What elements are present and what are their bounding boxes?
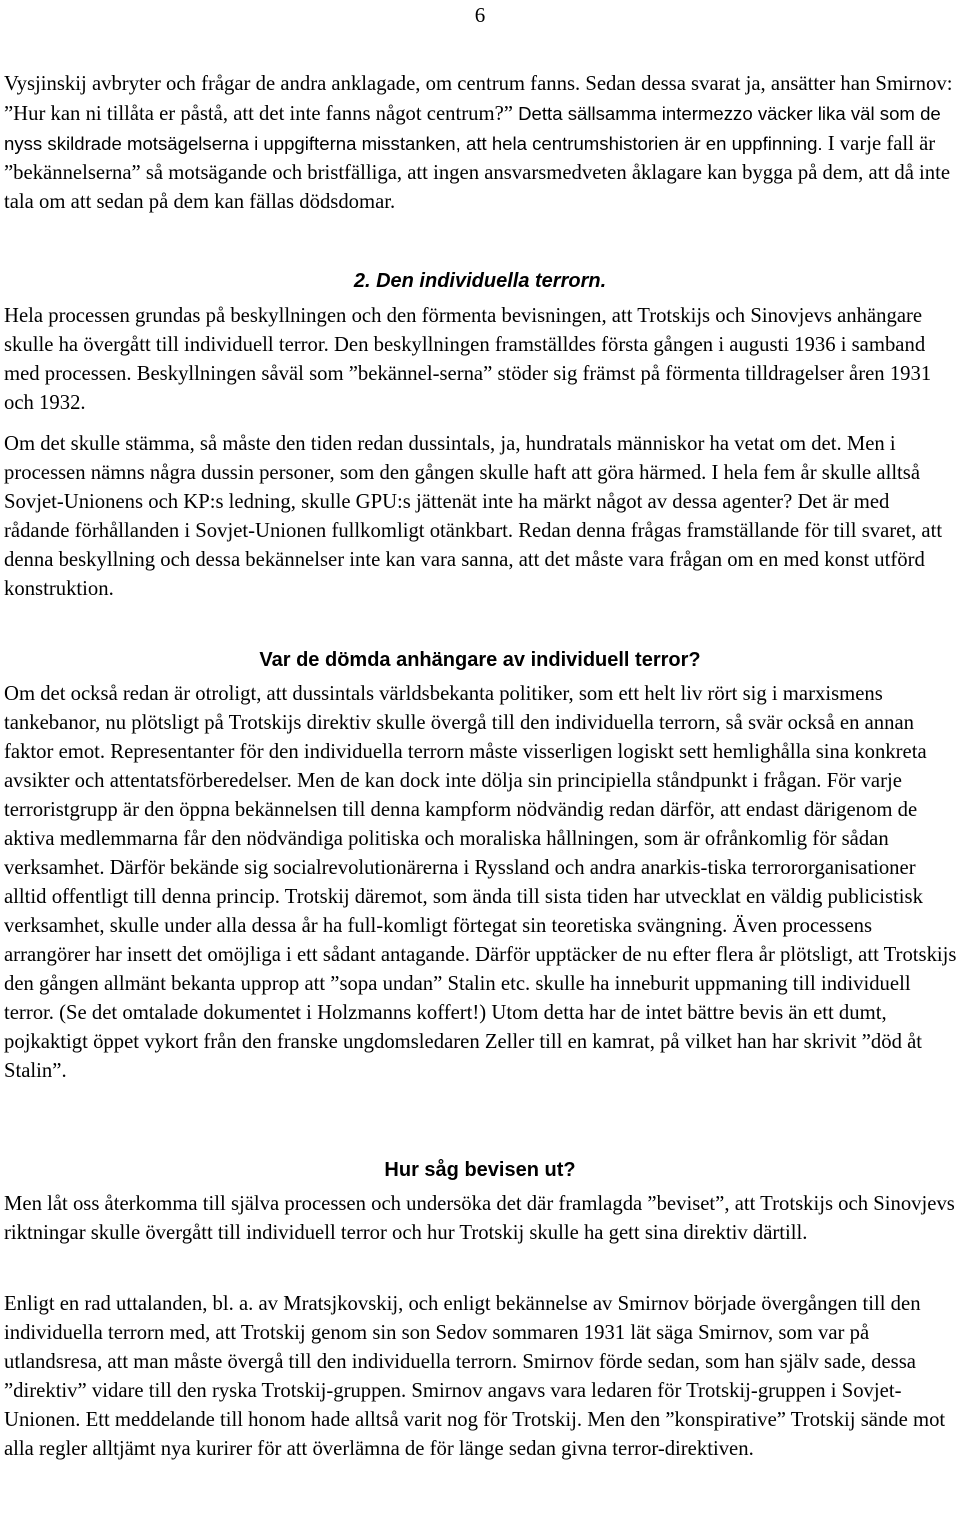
page-number: 6: [474, 3, 486, 27]
sentence-s2: Sedan dessa svarat ja, ansätter han Smirnov: ”Hur kan ni tillåta er påstå, att det inte fanns något centrum?”: [4, 73, 953, 125]
sentence-s3: I hela fem år skulle alltså Sovjet-Unionens och KP:s ledning, skulle GPU:s jättenät inte ha märkt något av dessa agenter?: [4, 462, 921, 513]
sentence-s2: Smirnov förde sedan, som han själv sade, dessa ”direktiv” vidare till den ryska Trotskij-gruppen.: [4, 1351, 916, 1402]
section-heading-evidence: Hur såg bevisen ut?: [384, 1159, 576, 1181]
sentence-s8: Därför upptäcker de nu efter flera år plötsligt, att Trotskijs den gången allmänt bekanta upprop att ”sopa undan” Stalin etc. skulle ha inneburit uppmaning till individuell terror.: [4, 944, 957, 1024]
paragraph-centrum-full: [4, 70, 958, 217]
sentence-s9: (Se det omtalade dokumentet i Holzmanns koffert!): [59, 1002, 487, 1024]
section-heading-individual-terror: 2. Den individuella terrorn.: [353, 270, 607, 292]
sentence-s5: Men den ”konspirative” Trotskij sände mot alla regler alltjämt nya kurirer för att överlämna de för länge sedan givna terror-direktiven.: [4, 1409, 946, 1460]
sentence-s10: Utom detta har de intet bättre bevis än ett dumt, pojkaktigt öppet vykort från den franske ungdomsledaren Zeller till en kamrat, på vilket han har skrivit ”död åt Stalin”.: [4, 1002, 923, 1082]
sentence-s1: Enligt en rad uttalanden, bl. a. av Mratsjkovskij, och enligt bekännelse av Smirnov började övergången till den individuella terrorn med, att Trotskij genom sin son Sedov sommaren 1931 lät säga Smirnov, som var på utlandsresa, att man måste övergå till den individuella terrorn.: [4, 1293, 921, 1373]
sentence-s1: Om det skulle stämma, så måste den tiden redan dussintals, ja, hundratals människor ha vetat om det.: [4, 433, 842, 455]
sentence-s5: Redan denna frågas framställande för till svaret, att denna beskyllning och dessa bekännelser inte kan vara sanna, att det måste vara frågan om en med konst utförd konstruktion.: [4, 520, 943, 600]
sentence-s3: Beskyllningen såväl som ”bekännel-serna” stöder sig främst på förmenta tilldragelser åren 1931 och 1932.: [4, 363, 932, 414]
sentence-s1: Vysjinskij avbryter och frågar de andra anklagade, om centrum fanns.: [4, 73, 581, 95]
sentence-s4: För varje terroristgrupp är den öppna bekännelsen till denna kampform nödvändig redan därför, att endast därigenom de aktiva medlemmarna får den nödvändiga politiska och moraliska hållningen, som är ofrånkomlig för sådan verksamhet.: [4, 770, 918, 879]
sentence-s1: Men låt oss återkomma till själva processen och undersöka det där framlagda ”beviset”, att Trotskijs och Sinovjevs riktningar skulle övergått till individuell terror och hur Trotskij skulle ha gett sina direktiv därtill.: [4, 1193, 955, 1244]
sentence-s4: Det är med rådande förhållanden i Sovjet-Unionen fullkomligt otänkbart.: [4, 491, 890, 542]
paragraph-terror-principle: [4, 680, 958, 1086]
sentence-s6: Trotskij däremot, som ända till sista tiden har utvecklat en väldig publicistisk verksamhet, skulle under alla dessa år ha full-komligt förtegat sin teoretiska svängning.: [4, 886, 923, 937]
sentence-s7: Även processens arrangörer har insett det omöjliga i ett sådant antagande.: [4, 915, 873, 966]
paragraph-smirnov-directive: [4, 1290, 958, 1464]
sentence-s2: Men i processen nämns några dussin personer, som den gången skulle haft att göra härmed.: [4, 433, 896, 484]
paragraph-accusation: [4, 302, 958, 418]
sentence-s1: Hela processen grundas på beskyllningen och den förmenta bevisningen, att Trotskijs och Sinovjevs anhängare skulle ha övergått till individuell terror.: [4, 305, 923, 356]
sentence-s2: Den beskyllningen framställdes första gången i augusti 1936 i samband med processen.: [4, 334, 926, 385]
sentence-s4: Ett meddelande till honom hade alltså varit nog för Trotskij.: [85, 1409, 583, 1431]
sentence-s2: Representanter för den individuella terrorn måste visserligen logiskt sett hemlighålla sina konkreta avsikter och attentatsförberedelser.: [4, 741, 927, 792]
paragraph-return-to-process: [4, 1190, 958, 1248]
sentence-s1: Om det också redan är otroligt, att dussintals världsbekanta politiker, som ett helt liv rört sig i marxismens tankebanor, nu plötsligt på Trotskijs direktiv skulle övergå till den individuella terrorn, så svär också en annan faktor emot.: [4, 683, 915, 763]
sentence-s5: Därför bekände sig socialrevolutionärerna i Ryssland och andra anarkis-tiska terrororganisationer alltid offentligt till denna princip.: [4, 857, 916, 908]
paragraph-hundreds-knew: [4, 430, 958, 604]
sentence-s3: Men de kan dock inte dölja sin principiella ståndpunkt i frågan.: [296, 770, 822, 792]
sentence-s3: Smirnov angavs vara ledaren för Trotskij-gruppen i Sovjet-Unionen.: [4, 1380, 902, 1431]
section-heading-condemned: Var de dömda anhängare av individuell terror?: [259, 649, 701, 671]
sentence-s3: Detta sällsamma intermezzo väcker lika väl som de nyss skildrade motsägelserna i uppgifterna misstanken, att hela centrumshistorien är en uppfinning.: [4, 103, 941, 154]
sentence-s4: I varje fall är ”bekännelserna” så motsägande och bristfälliga, att ingen ansvarsmedveten åklagare kan bygga på dem, att då inte tala om att sedan på dem kan fällas dödsdomar.: [4, 133, 951, 213]
